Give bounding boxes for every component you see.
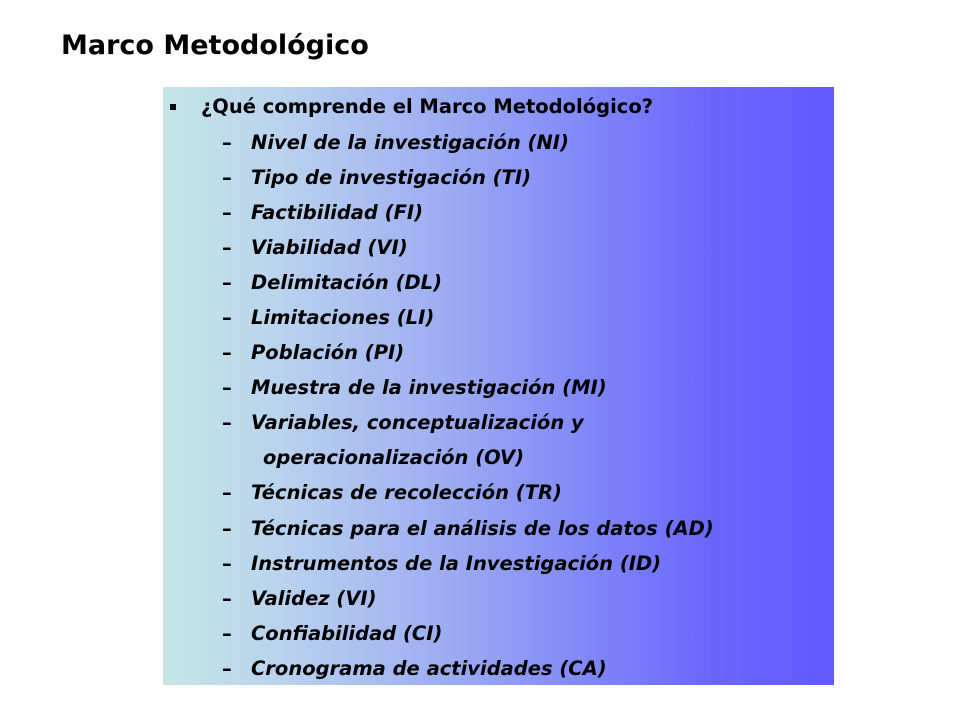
list-item-text: Confiabilidad (CI) [251, 621, 443, 645]
question-text: ¿Qué comprende el Marco Metodológico? [201, 94, 654, 118]
dash-bullet: – [222, 551, 232, 575]
question-line [170, 88, 653, 124]
list-item [222, 546, 714, 581]
list-item-text: operacionalización (OV) [263, 446, 525, 470]
list-item-text: Tipo de investigación (TI) [251, 166, 532, 190]
list-item [222, 195, 714, 230]
list-item [222, 125, 714, 160]
list-item-text: Delimitación (DL) [251, 271, 443, 295]
list-item [222, 651, 714, 686]
list-item-text: Nivel de la investigación (NI) [251, 131, 569, 155]
dash-bullet: – [222, 166, 232, 190]
dash-bullet: – [222, 306, 232, 330]
list-item [222, 160, 714, 195]
list-item-text: Técnicas para el análisis de los datos (AD) [251, 516, 714, 540]
list-item [222, 370, 714, 405]
content-box [163, 87, 834, 685]
slide-title: Marco Metodológico [61, 30, 369, 61]
list-item-text: Limitaciones (LI) [251, 306, 435, 330]
dash-bullet: – [222, 481, 232, 505]
list-item-text: Técnicas de recolección (TR) [251, 481, 562, 505]
item-list [222, 125, 714, 686]
list-item [222, 405, 714, 440]
dash-bullet: – [222, 236, 232, 260]
list-item-continuation [222, 440, 714, 475]
dash-bullet: – [222, 201, 232, 225]
dash-bullet: – [222, 516, 232, 540]
list-item-text: Instrumentos de la Investigación (ID) [251, 551, 662, 575]
dash-bullet: – [222, 586, 232, 610]
list-item [222, 616, 714, 651]
dash-bullet: – [222, 341, 232, 365]
list-item [222, 581, 714, 616]
dash-bullet: – [222, 411, 232, 435]
dash-bullet: – [222, 271, 232, 295]
list-item-text: Variables, conceptualización y [251, 411, 584, 435]
list-item [222, 230, 714, 265]
list-item [222, 265, 714, 300]
list-item [222, 511, 714, 546]
list-item [222, 300, 714, 335]
list-item [222, 335, 714, 370]
list-item-text: Viabilidad (VI) [251, 236, 408, 260]
list-item-text: Cronograma de actividades (CA) [251, 656, 607, 680]
dash-bullet: – [222, 656, 232, 680]
list-item-text: Población (PI) [251, 341, 405, 365]
dash-bullet: – [222, 376, 232, 400]
list-item-text: Validez (VI) [251, 586, 377, 610]
list-item-text: Factibilidad (FI) [251, 201, 424, 225]
dash-bullet: – [222, 131, 232, 155]
square-bullet-icon [170, 104, 176, 110]
list-item-text: Muestra de la investigación (MI) [251, 376, 607, 400]
dash-bullet: – [222, 621, 232, 645]
list-item [222, 475, 714, 510]
